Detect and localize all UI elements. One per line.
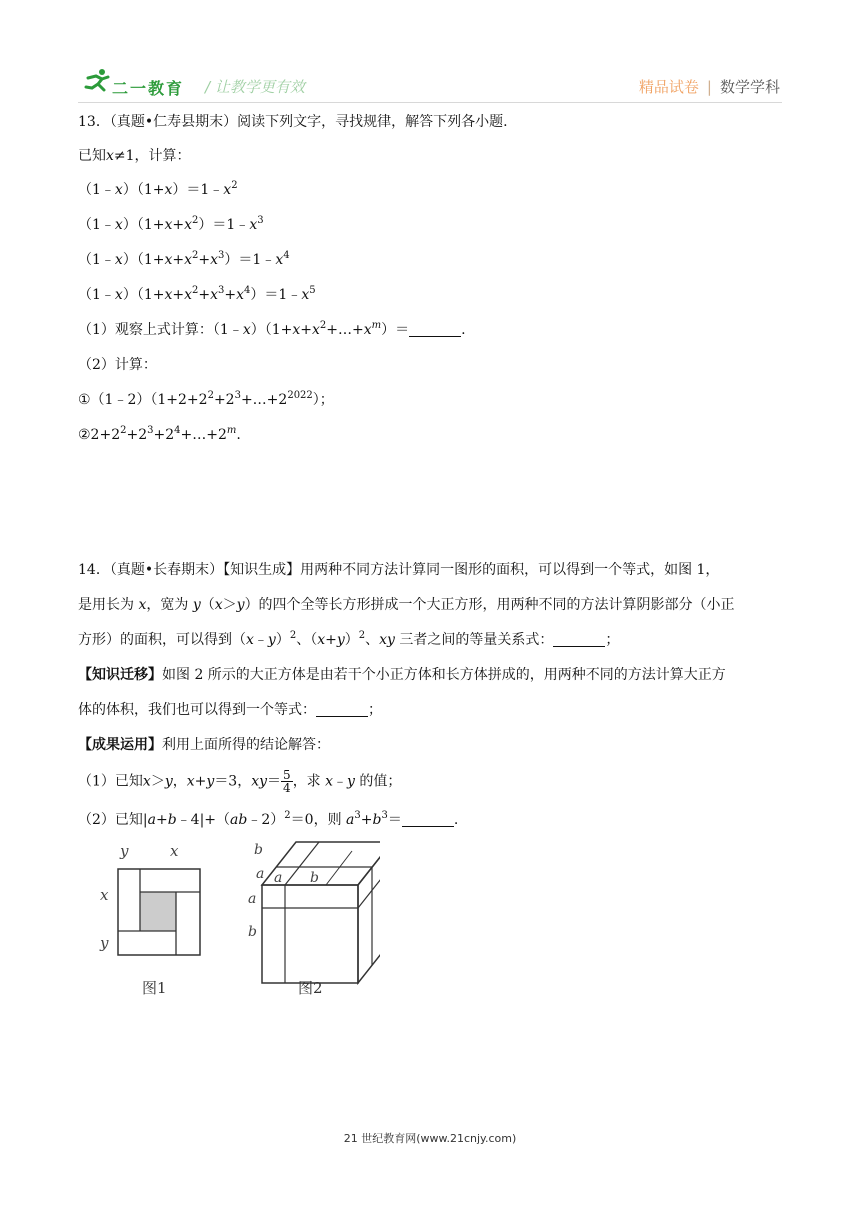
fig2-front-face [262, 885, 358, 983]
q14-line1: 14．（真题•长春期末）【知识生成】用两种不同方法计算同一图形的面积，可以得到一个等式，如图 1， [78, 562, 720, 578]
fig1-caption: 图1 [142, 979, 167, 997]
q14-line2: 是用长为 x，宽为 y（x＞y）的四个全等长方形拼成一个大正方形，用两种不同的方法计算阴影部分（小正 [78, 597, 735, 613]
brand-separator: | [706, 78, 712, 96]
fig1-label-x-top: x [170, 842, 179, 860]
fig2-label-b-top: b [254, 842, 263, 858]
fig2-label-b-left: b [248, 924, 257, 940]
figure-2 [240, 836, 380, 1010]
page-header [0, 0, 860, 110]
fig1-label-y-left: y [100, 934, 109, 952]
q13-eq3: $(1﹣x)(1+x+x^2+x^3)=1﹣x^4$ [78, 250, 290, 268]
q14-line3: 方形）的面积，可以得到（x﹣y）$^2$、$(x+y)^2$、xy 三者之间的等量关系式： ； [78, 630, 620, 648]
q13-known: 已知x≠1，计算： [78, 148, 191, 164]
q13-eq4: $(1﹣x)(1+x+x^2+x^3+x^4)=1﹣x^5$ [78, 285, 316, 303]
fig1-label-y-top: y [120, 842, 129, 860]
answer-blank[interactable] [316, 702, 368, 717]
q13-item2: $②2+2^2+2^3+2^4+\dots+2^m$. [78, 425, 241, 443]
q13-part2: （2）计算： [78, 357, 157, 373]
q13-eq1: $(1﹣x)(1+x)=1﹣x^2$ [78, 180, 238, 198]
answer-blank[interactable] [409, 322, 461, 337]
brand-right [639, 76, 780, 97]
figure-1 [92, 836, 222, 1010]
q13-title: 13．（真题•仁寿县期末）阅读下列文字，寻找规律，解答下列各小题. [78, 114, 508, 130]
q14-apply: 【成果运用】利用上面所得的结论解答： [78, 737, 330, 753]
q13-part1: （1）观察上式计算：$(1﹣x)(1+x+x^2+\dots+x^m)=$ . [78, 320, 466, 338]
fig2-caption: 图2 [298, 979, 323, 997]
q13-item1: $①(1﹣2)(1+2+2^2+2^3+\dots+2^{2022})$； [78, 390, 334, 408]
header-divider [78, 102, 782, 103]
q14-transfer-line2: 体的体积，我们也可以得到一个等式： ； [78, 702, 382, 718]
fig2-label-a-top: a [274, 870, 283, 886]
q14-transfer: 【知识迁移】如图 2 所示的大正方体是由若干个小正方体和长方体拼成的，用两种不同的方法计算大正方 [78, 667, 726, 683]
fig1-shaded-square [140, 892, 176, 931]
runner-logo-icon [82, 68, 112, 94]
fig2-label-a-left: a [248, 891, 257, 907]
q14-apply-p2: （2）已知|a+b﹣4|+（ab﹣2）$^2$＝0，则 $a^3+b^3=$ . [78, 810, 459, 828]
q13-eq2: $(1﹣x)(1+x+x^2)=1﹣x^3$ [78, 215, 264, 233]
fig1-label-x-left: x [100, 886, 109, 904]
slogan: / 让教学更有效 [205, 78, 305, 96]
logo-text: 二一教育 [112, 79, 185, 98]
subject-label: 数学学科 [719, 78, 780, 96]
q14-apply-p1: （1）已知x＞y，x+y＝3，xy＝ $\frac{5}{4}$ ，求 x﹣y 的值； [78, 768, 402, 795]
brand-label: 精品试卷 [638, 78, 699, 96]
fig2-label-b-top2: b [310, 870, 319, 886]
page-footer: 21 世纪教育网(www.21cnjy.com) [343, 1132, 517, 1145]
fig2-label-a-side: a [256, 866, 265, 882]
answer-blank[interactable] [553, 632, 605, 647]
answer-blank[interactable] [402, 812, 454, 827]
fraction: $\frac{5}{4}$ [283, 768, 291, 795]
fig2-right-face [358, 842, 380, 983]
